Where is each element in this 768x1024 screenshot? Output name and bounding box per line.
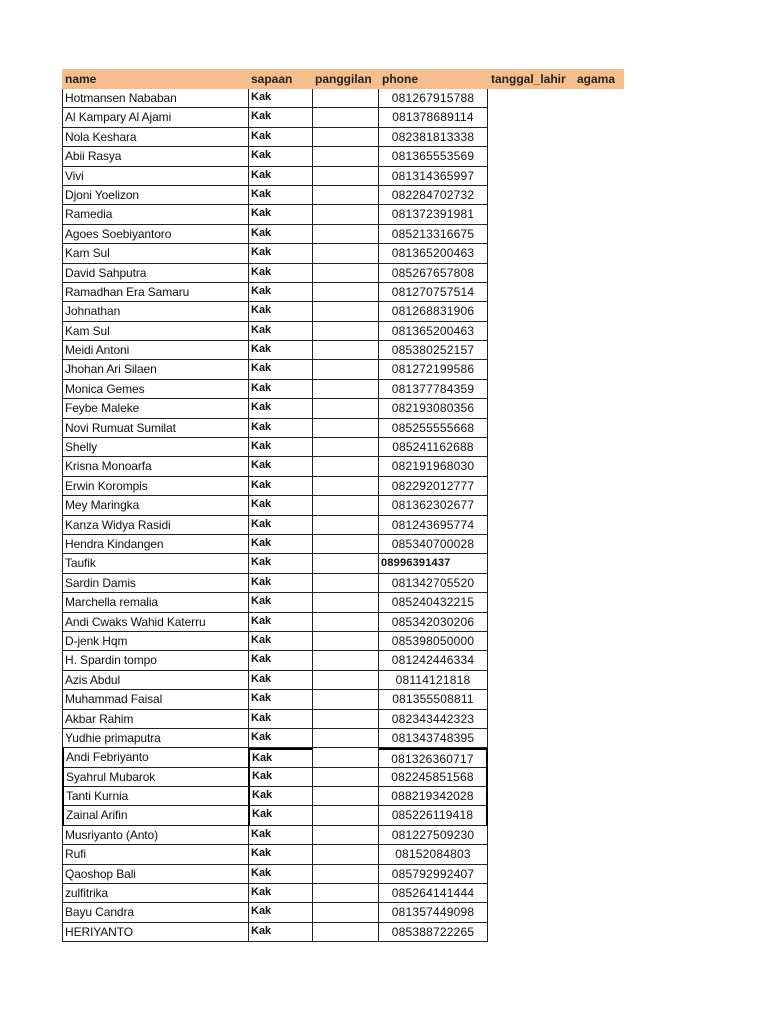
table-row bbox=[62, 477, 624, 496]
cell-phone[interactable]: 085340700028 bbox=[379, 535, 488, 554]
cell-panggilan[interactable] bbox=[312, 380, 379, 399]
cell-name[interactable]: Syahrul Mubarok bbox=[62, 768, 248, 787]
cell-panggilan[interactable] bbox=[312, 865, 379, 884]
table-row bbox=[62, 147, 624, 166]
cell-sapaan[interactable]: Kak bbox=[248, 787, 312, 806]
cell-sapaan[interactable]: Kak bbox=[248, 283, 312, 302]
column-header-tanggal-lahir[interactable]: tanggal_lahir bbox=[491, 72, 566, 86]
cell-panggilan[interactable] bbox=[312, 671, 379, 690]
cell-panggilan[interactable] bbox=[312, 923, 379, 942]
cell-name[interactable]: Krisna Monoarfa bbox=[62, 457, 248, 476]
table-row bbox=[62, 671, 624, 690]
cell-panggilan[interactable] bbox=[312, 748, 379, 767]
cell-panggilan[interactable] bbox=[312, 341, 379, 360]
cell-panggilan[interactable] bbox=[312, 89, 379, 108]
cell-phone[interactable]: 081355508811 bbox=[379, 690, 488, 709]
cell-phone[interactable]: 085240432215 bbox=[379, 593, 488, 612]
cell-phone[interactable]: 085267657808 bbox=[379, 264, 488, 283]
spreadsheet bbox=[62, 69, 624, 942]
cell-phone[interactable]: 081342705520 bbox=[379, 574, 488, 593]
cell-name[interactable]: Sardin Damis bbox=[62, 574, 248, 593]
cell-sapaan[interactable]: Kak bbox=[248, 108, 312, 127]
cell-phone[interactable]: 085388722265 bbox=[379, 923, 488, 942]
table-row bbox=[62, 535, 624, 554]
cell-panggilan[interactable] bbox=[312, 108, 379, 127]
cell-name[interactable]: zulfitrika bbox=[62, 884, 248, 903]
cell-name[interactable]: Tanti Kurnia bbox=[62, 787, 248, 806]
cell-panggilan[interactable] bbox=[312, 690, 379, 709]
cell-sapaan[interactable]: Kak bbox=[248, 496, 312, 515]
cell-panggilan[interactable] bbox=[312, 710, 379, 729]
cell-phone[interactable]: 081378689114 bbox=[379, 108, 488, 127]
table-row bbox=[62, 244, 624, 263]
table-row bbox=[62, 419, 624, 438]
cell-sapaan[interactable]: Kak bbox=[248, 457, 312, 476]
table-row bbox=[62, 710, 624, 729]
table-row bbox=[62, 613, 624, 632]
cell-panggilan[interactable] bbox=[312, 244, 379, 263]
cell-phone[interactable]: 085213316675 bbox=[379, 225, 488, 244]
cell-name[interactable]: Qaoshop Bali bbox=[62, 865, 248, 884]
table-row bbox=[62, 380, 624, 399]
cell-panggilan[interactable] bbox=[312, 632, 379, 651]
cell-phone[interactable]: 085792992407 bbox=[379, 865, 488, 884]
cell-sapaan[interactable]: Kak bbox=[248, 264, 312, 283]
table-row bbox=[62, 729, 624, 748]
cell-panggilan[interactable] bbox=[312, 884, 379, 903]
cell-name[interactable]: Zainal Arifin bbox=[62, 806, 248, 825]
cell-phone[interactable]: 081270757514 bbox=[379, 283, 488, 302]
cell-sapaan[interactable]: Kak bbox=[248, 632, 312, 651]
cell-name[interactable]: Marchella remalia bbox=[62, 593, 248, 612]
header-row bbox=[62, 69, 624, 89]
cell-panggilan[interactable] bbox=[312, 496, 379, 515]
cell-name[interactable]: Ramedia bbox=[62, 205, 248, 224]
table-row bbox=[62, 923, 624, 942]
table-row bbox=[62, 516, 624, 535]
cell-name[interactable]: Vivi bbox=[62, 167, 248, 186]
cell-phone[interactable]: 081267915788 bbox=[379, 89, 488, 108]
cell-name[interactable]: Bayu Candra bbox=[62, 903, 248, 922]
table-row bbox=[62, 903, 624, 922]
cell-phone[interactable]: 081377784359 bbox=[379, 380, 488, 399]
cell-sapaan[interactable]: Kak bbox=[248, 380, 312, 399]
cell-panggilan[interactable] bbox=[312, 826, 379, 845]
table-body bbox=[62, 89, 624, 942]
table-row bbox=[62, 108, 624, 127]
cell-sapaan[interactable]: Kak bbox=[248, 593, 312, 612]
cell-phone[interactable]: 085264141444 bbox=[379, 884, 488, 903]
cell-sapaan[interactable]: Kak bbox=[248, 322, 312, 341]
cell-sapaan[interactable]: Kak bbox=[248, 806, 312, 825]
cell-name[interactable]: Agoes Soebiyantoro bbox=[62, 225, 248, 244]
table-row bbox=[62, 302, 624, 321]
cell-sapaan[interactable]: Kak bbox=[248, 748, 312, 767]
table-row bbox=[62, 360, 624, 379]
cell-sapaan[interactable]: Kak bbox=[248, 244, 312, 263]
table-row bbox=[62, 690, 624, 709]
cell-name[interactable]: Andi Cwaks Wahid Katerru bbox=[62, 613, 248, 632]
cell-name[interactable]: Erwin Korompis bbox=[62, 477, 248, 496]
column-header-name[interactable]: name bbox=[65, 72, 97, 86]
cell-panggilan[interactable] bbox=[312, 225, 379, 244]
table-row bbox=[62, 574, 624, 593]
cell-name[interactable]: Hendra Kindangen bbox=[62, 535, 248, 554]
cell-name[interactable]: Monica Gemes bbox=[62, 380, 248, 399]
table-row bbox=[62, 554, 624, 573]
cell-sapaan[interactable]: Kak bbox=[248, 651, 312, 670]
table-row bbox=[62, 283, 624, 302]
cell-panggilan[interactable] bbox=[312, 167, 379, 186]
cell-sapaan[interactable]: Kak bbox=[248, 167, 312, 186]
cell-phone[interactable]: 08152084803 bbox=[379, 845, 488, 864]
cell-phone[interactable]: 081227509230 bbox=[379, 826, 488, 845]
cell-sapaan[interactable]: Kak bbox=[248, 845, 312, 864]
table-row bbox=[62, 186, 624, 205]
cell-sapaan[interactable]: Kak bbox=[248, 147, 312, 166]
cell-sapaan[interactable]: Kak bbox=[248, 826, 312, 845]
table-row bbox=[62, 826, 624, 845]
cell-sapaan[interactable]: Kak bbox=[248, 574, 312, 593]
cell-phone[interactable]: 085342030206 bbox=[379, 613, 488, 632]
cell-phone[interactable]: 082191968030 bbox=[379, 457, 488, 476]
table-row bbox=[62, 438, 624, 457]
table-row bbox=[62, 845, 624, 864]
cell-phone[interactable]: 085255555668 bbox=[379, 419, 488, 438]
cell-sapaan[interactable]: Kak bbox=[248, 302, 312, 321]
cell-phone[interactable]: 081365553569 bbox=[379, 147, 488, 166]
cell-name[interactable]: Shelly bbox=[62, 438, 248, 457]
cell-panggilan[interactable] bbox=[312, 806, 379, 825]
cell-panggilan[interactable] bbox=[312, 205, 379, 224]
cell-phone[interactable]: 081314365997 bbox=[379, 167, 488, 186]
table-row bbox=[62, 341, 624, 360]
cell-sapaan[interactable]: Kak bbox=[248, 477, 312, 496]
table-row bbox=[62, 632, 624, 651]
table-row bbox=[62, 496, 624, 515]
cell-name[interactable]: Hotmansen Nababan bbox=[62, 89, 248, 108]
cell-panggilan[interactable] bbox=[312, 147, 379, 166]
cell-phone[interactable]: 082284702732 bbox=[379, 186, 488, 205]
cell-sapaan[interactable]: Kak bbox=[248, 903, 312, 922]
cell-panggilan[interactable] bbox=[312, 593, 379, 612]
table-row bbox=[62, 128, 624, 147]
cell-panggilan[interactable] bbox=[312, 264, 379, 283]
cell-phone[interactable]: 085226119418 bbox=[379, 806, 488, 825]
cell-sapaan[interactable]: Kak bbox=[248, 729, 312, 748]
cell-sapaan[interactable]: Kak bbox=[248, 419, 312, 438]
table-row bbox=[62, 399, 624, 418]
cell-sapaan[interactable]: Kak bbox=[248, 884, 312, 903]
cell-name[interactable]: Kanza Widya Rasidi bbox=[62, 516, 248, 535]
cell-name[interactable]: H. Spardin tompo bbox=[62, 651, 248, 670]
cell-phone[interactable]: 082343442323 bbox=[379, 710, 488, 729]
cell-panggilan[interactable] bbox=[312, 903, 379, 922]
table-row bbox=[62, 768, 624, 787]
cell-panggilan[interactable] bbox=[312, 360, 379, 379]
table-row bbox=[62, 205, 624, 224]
cell-name[interactable]: Johnathan bbox=[62, 302, 248, 321]
table-row bbox=[62, 89, 624, 108]
cell-name[interactable]: Ramadhan Era Samaru bbox=[62, 283, 248, 302]
cell-name[interactable]: Jhohan Ari Silaen bbox=[62, 360, 248, 379]
cell-panggilan[interactable] bbox=[312, 729, 379, 748]
table-row bbox=[62, 865, 624, 884]
cell-panggilan[interactable] bbox=[312, 322, 379, 341]
cell-panggilan[interactable] bbox=[312, 419, 379, 438]
cell-phone[interactable]: 08996391437 bbox=[379, 554, 488, 573]
table-row bbox=[62, 651, 624, 670]
cell-name[interactable]: Abii Rasya bbox=[62, 147, 248, 166]
cell-panggilan[interactable] bbox=[312, 186, 379, 205]
cell-name[interactable]: Kam Sul bbox=[62, 322, 248, 341]
column-header-agama[interactable]: agama bbox=[577, 72, 616, 86]
cell-phone[interactable]: 085380252157 bbox=[379, 341, 488, 360]
cell-name[interactable]: Muhammad Faisal bbox=[62, 690, 248, 709]
cell-panggilan[interactable] bbox=[312, 845, 379, 864]
column-header-panggilan[interactable]: panggilan bbox=[315, 72, 372, 86]
cell-panggilan[interactable] bbox=[312, 438, 379, 457]
column-header-phone[interactable]: phone bbox=[382, 72, 418, 86]
cell-panggilan[interactable] bbox=[312, 283, 379, 302]
cell-sapaan[interactable]: Kak bbox=[248, 865, 312, 884]
cell-sapaan[interactable]: Kak bbox=[248, 710, 312, 729]
cell-phone[interactable]: 081362302677 bbox=[379, 496, 488, 515]
cell-panggilan[interactable] bbox=[312, 613, 379, 632]
cell-sapaan[interactable]: Kak bbox=[248, 225, 312, 244]
cell-phone[interactable]: 081268831906 bbox=[379, 302, 488, 321]
cell-panggilan[interactable] bbox=[312, 516, 379, 535]
cell-sapaan[interactable]: Kak bbox=[248, 128, 312, 147]
cell-sapaan[interactable]: Kak bbox=[248, 613, 312, 632]
table-row bbox=[62, 264, 624, 283]
cell-name[interactable]: Azis Abdul bbox=[62, 671, 248, 690]
table-row bbox=[62, 457, 624, 476]
cell-name[interactable]: Kam Sul bbox=[62, 244, 248, 263]
cell-panggilan[interactable] bbox=[312, 787, 379, 806]
cell-sapaan[interactable]: Kak bbox=[248, 690, 312, 709]
cell-phone[interactable]: 085241162688 bbox=[379, 438, 488, 457]
cell-name[interactable]: Yudhie primaputra bbox=[62, 729, 248, 748]
cell-sapaan[interactable]: Kak bbox=[248, 205, 312, 224]
cell-panggilan[interactable] bbox=[312, 651, 379, 670]
cell-name[interactable]: Rufi bbox=[62, 845, 248, 864]
cell-panggilan[interactable] bbox=[312, 399, 379, 418]
table-row bbox=[62, 167, 624, 186]
cell-phone[interactable]: 088219342028 bbox=[379, 787, 488, 806]
cell-sapaan[interactable]: Kak bbox=[248, 360, 312, 379]
table-row bbox=[62, 225, 624, 244]
cell-sapaan[interactable]: Kak bbox=[248, 535, 312, 554]
cell-panggilan[interactable] bbox=[312, 554, 379, 573]
cell-name[interactable]: Meidi Antoni bbox=[62, 341, 248, 360]
cell-sapaan[interactable]: Kak bbox=[248, 671, 312, 690]
cell-sapaan[interactable]: Kak bbox=[248, 516, 312, 535]
cell-name[interactable]: D-jenk Hqm bbox=[62, 632, 248, 651]
cell-name[interactable]: Feybe Maleke bbox=[62, 399, 248, 418]
cell-panggilan[interactable] bbox=[312, 768, 379, 787]
cell-name[interactable]: Mey Maringka bbox=[62, 496, 248, 515]
cell-name[interactable]: Al Kampary Al Ajami bbox=[62, 108, 248, 127]
cell-phone[interactable]: 082193080356 bbox=[379, 399, 488, 418]
cell-sapaan[interactable]: Kak bbox=[248, 554, 312, 573]
cell-name[interactable]: Taufik bbox=[62, 554, 248, 573]
cell-sapaan[interactable]: Kak bbox=[248, 923, 312, 942]
cell-name[interactable]: David Sahputra bbox=[62, 264, 248, 283]
cell-sapaan[interactable]: Kak bbox=[248, 768, 312, 787]
table-row bbox=[62, 787, 624, 806]
cell-phone[interactable]: 081243695774 bbox=[379, 516, 488, 535]
table-row bbox=[62, 806, 624, 825]
cell-name[interactable]: Andi Febriyanto bbox=[62, 748, 248, 767]
cell-phone[interactable]: 081365200463 bbox=[379, 322, 488, 341]
column-header-sapaan[interactable]: sapaan bbox=[251, 72, 293, 86]
cell-phone[interactable]: 085398050000 bbox=[379, 632, 488, 651]
table-row bbox=[62, 322, 624, 341]
cell-phone[interactable]: 081326360717 bbox=[379, 748, 488, 767]
table-row bbox=[62, 884, 624, 903]
cell-name[interactable]: Musriyanto (Anto) bbox=[62, 826, 248, 845]
cell-panggilan[interactable] bbox=[312, 477, 379, 496]
cell-phone[interactable]: 081357449098 bbox=[379, 903, 488, 922]
cell-sapaan[interactable]: Kak bbox=[248, 89, 312, 108]
cell-panggilan[interactable] bbox=[312, 457, 379, 476]
cell-phone[interactable]: 082381813338 bbox=[379, 128, 488, 147]
cell-phone[interactable]: 081343748395 bbox=[379, 729, 488, 748]
table-row bbox=[62, 748, 624, 767]
table-row bbox=[62, 593, 624, 612]
cell-phone[interactable]: 081272199586 bbox=[379, 360, 488, 379]
cell-phone[interactable]: 081372391981 bbox=[379, 205, 488, 224]
cell-panggilan[interactable] bbox=[312, 302, 379, 321]
cell-phone[interactable]: 081242446334 bbox=[379, 651, 488, 670]
cell-sapaan[interactable]: Kak bbox=[248, 186, 312, 205]
cell-sapaan[interactable]: Kak bbox=[248, 341, 312, 360]
cell-name[interactable]: Nola Keshara bbox=[62, 128, 248, 147]
cell-panggilan[interactable] bbox=[312, 535, 379, 554]
cell-phone[interactable]: 08114121818 bbox=[379, 671, 488, 690]
cell-phone[interactable]: 082245851568 bbox=[379, 768, 488, 787]
cell-name[interactable]: HERIYANTO bbox=[62, 923, 248, 942]
cell-panggilan[interactable] bbox=[312, 574, 379, 593]
cell-name[interactable]: Novi Rumuat Sumilat bbox=[62, 419, 248, 438]
cell-phone[interactable]: 082292012777 bbox=[379, 477, 488, 496]
cell-name[interactable]: Akbar Rahim bbox=[62, 710, 248, 729]
cell-phone[interactable]: 081365200463 bbox=[379, 244, 488, 263]
cell-sapaan[interactable]: Kak bbox=[248, 438, 312, 457]
cell-name[interactable]: Djoni Yoelizon bbox=[62, 186, 248, 205]
cell-panggilan[interactable] bbox=[312, 128, 379, 147]
cell-sapaan[interactable]: Kak bbox=[248, 399, 312, 418]
